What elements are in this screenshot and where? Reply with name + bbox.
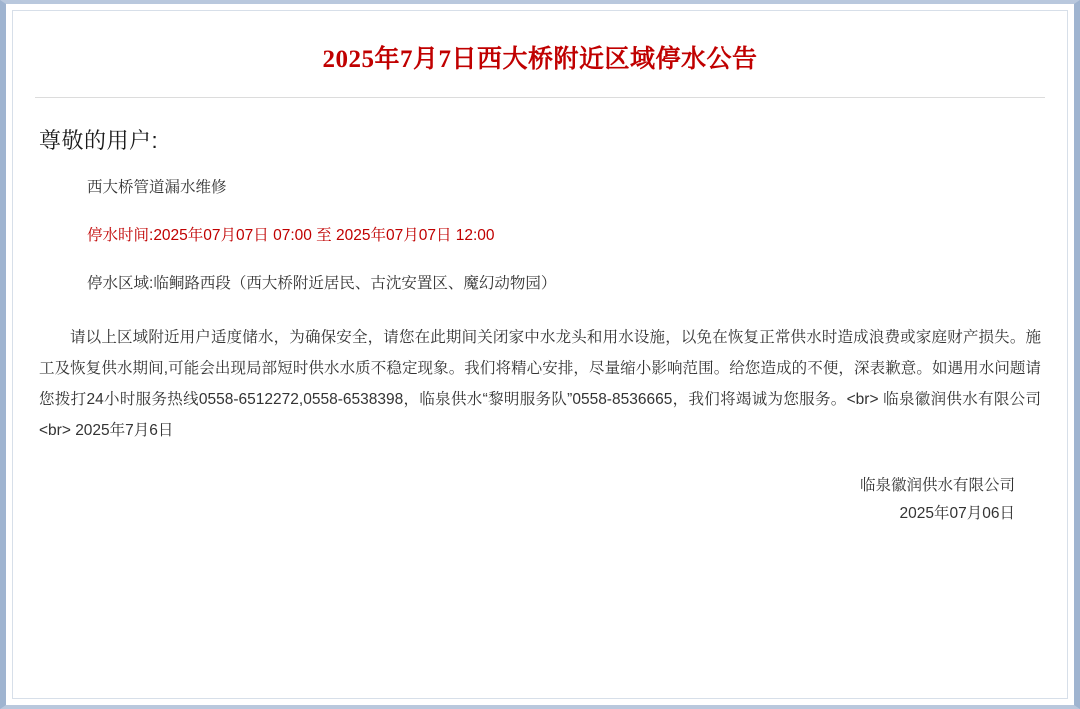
outage-reason: 西大桥管道漏水维修 — [87, 179, 227, 196]
signature-block — [39, 472, 1041, 529]
outage-area-label: 停水区域: — [87, 275, 154, 293]
outage-area-value: 临鲖路西段（西大桥附近居民、古沈安置区、魔幻动物园） — [153, 275, 557, 293]
notice-inner-frame — [12, 10, 1068, 699]
outage-time-row — [87, 221, 1041, 251]
outage-area-row — [87, 269, 1041, 299]
notice-body — [35, 173, 1045, 529]
outage-time-label: 停水时间: — [87, 227, 154, 245]
outage-body-text: 请以上区域附近用户适度储水，为确保安全，请您在此期间关闭家中水龙头和用水设施，以免在恢复正常供水时造成浪费或家庭财产损失。施工及恢复供水期间,可能会出现局部短时供水水质不稳定现象。我们将精心安排，尽量缩小影响范围。给您造成的不便，深表歉意。如遇用水问题请您拨打24小时服务热线0558-6512272,0558-6538398，临泉供水“黎明服务队”0558-8536665，我们将竭诚为您服务。<br> 临泉徽润供水有限公司<br> 2025年7月6日 — [39, 328, 1041, 439]
salutation: 尊敬的用户: — [39, 128, 159, 153]
signature-date: 2025年07月06日 — [899, 505, 1015, 523]
page-title: 2025年7月7日西大桥附近区域停水公告 — [35, 11, 1045, 98]
signature-company: 临泉徽润供水有限公司 — [859, 476, 1015, 494]
outage-time-value: 2025年07月07日 07:00 至 2025年07月07日 12:00 — [153, 227, 495, 245]
